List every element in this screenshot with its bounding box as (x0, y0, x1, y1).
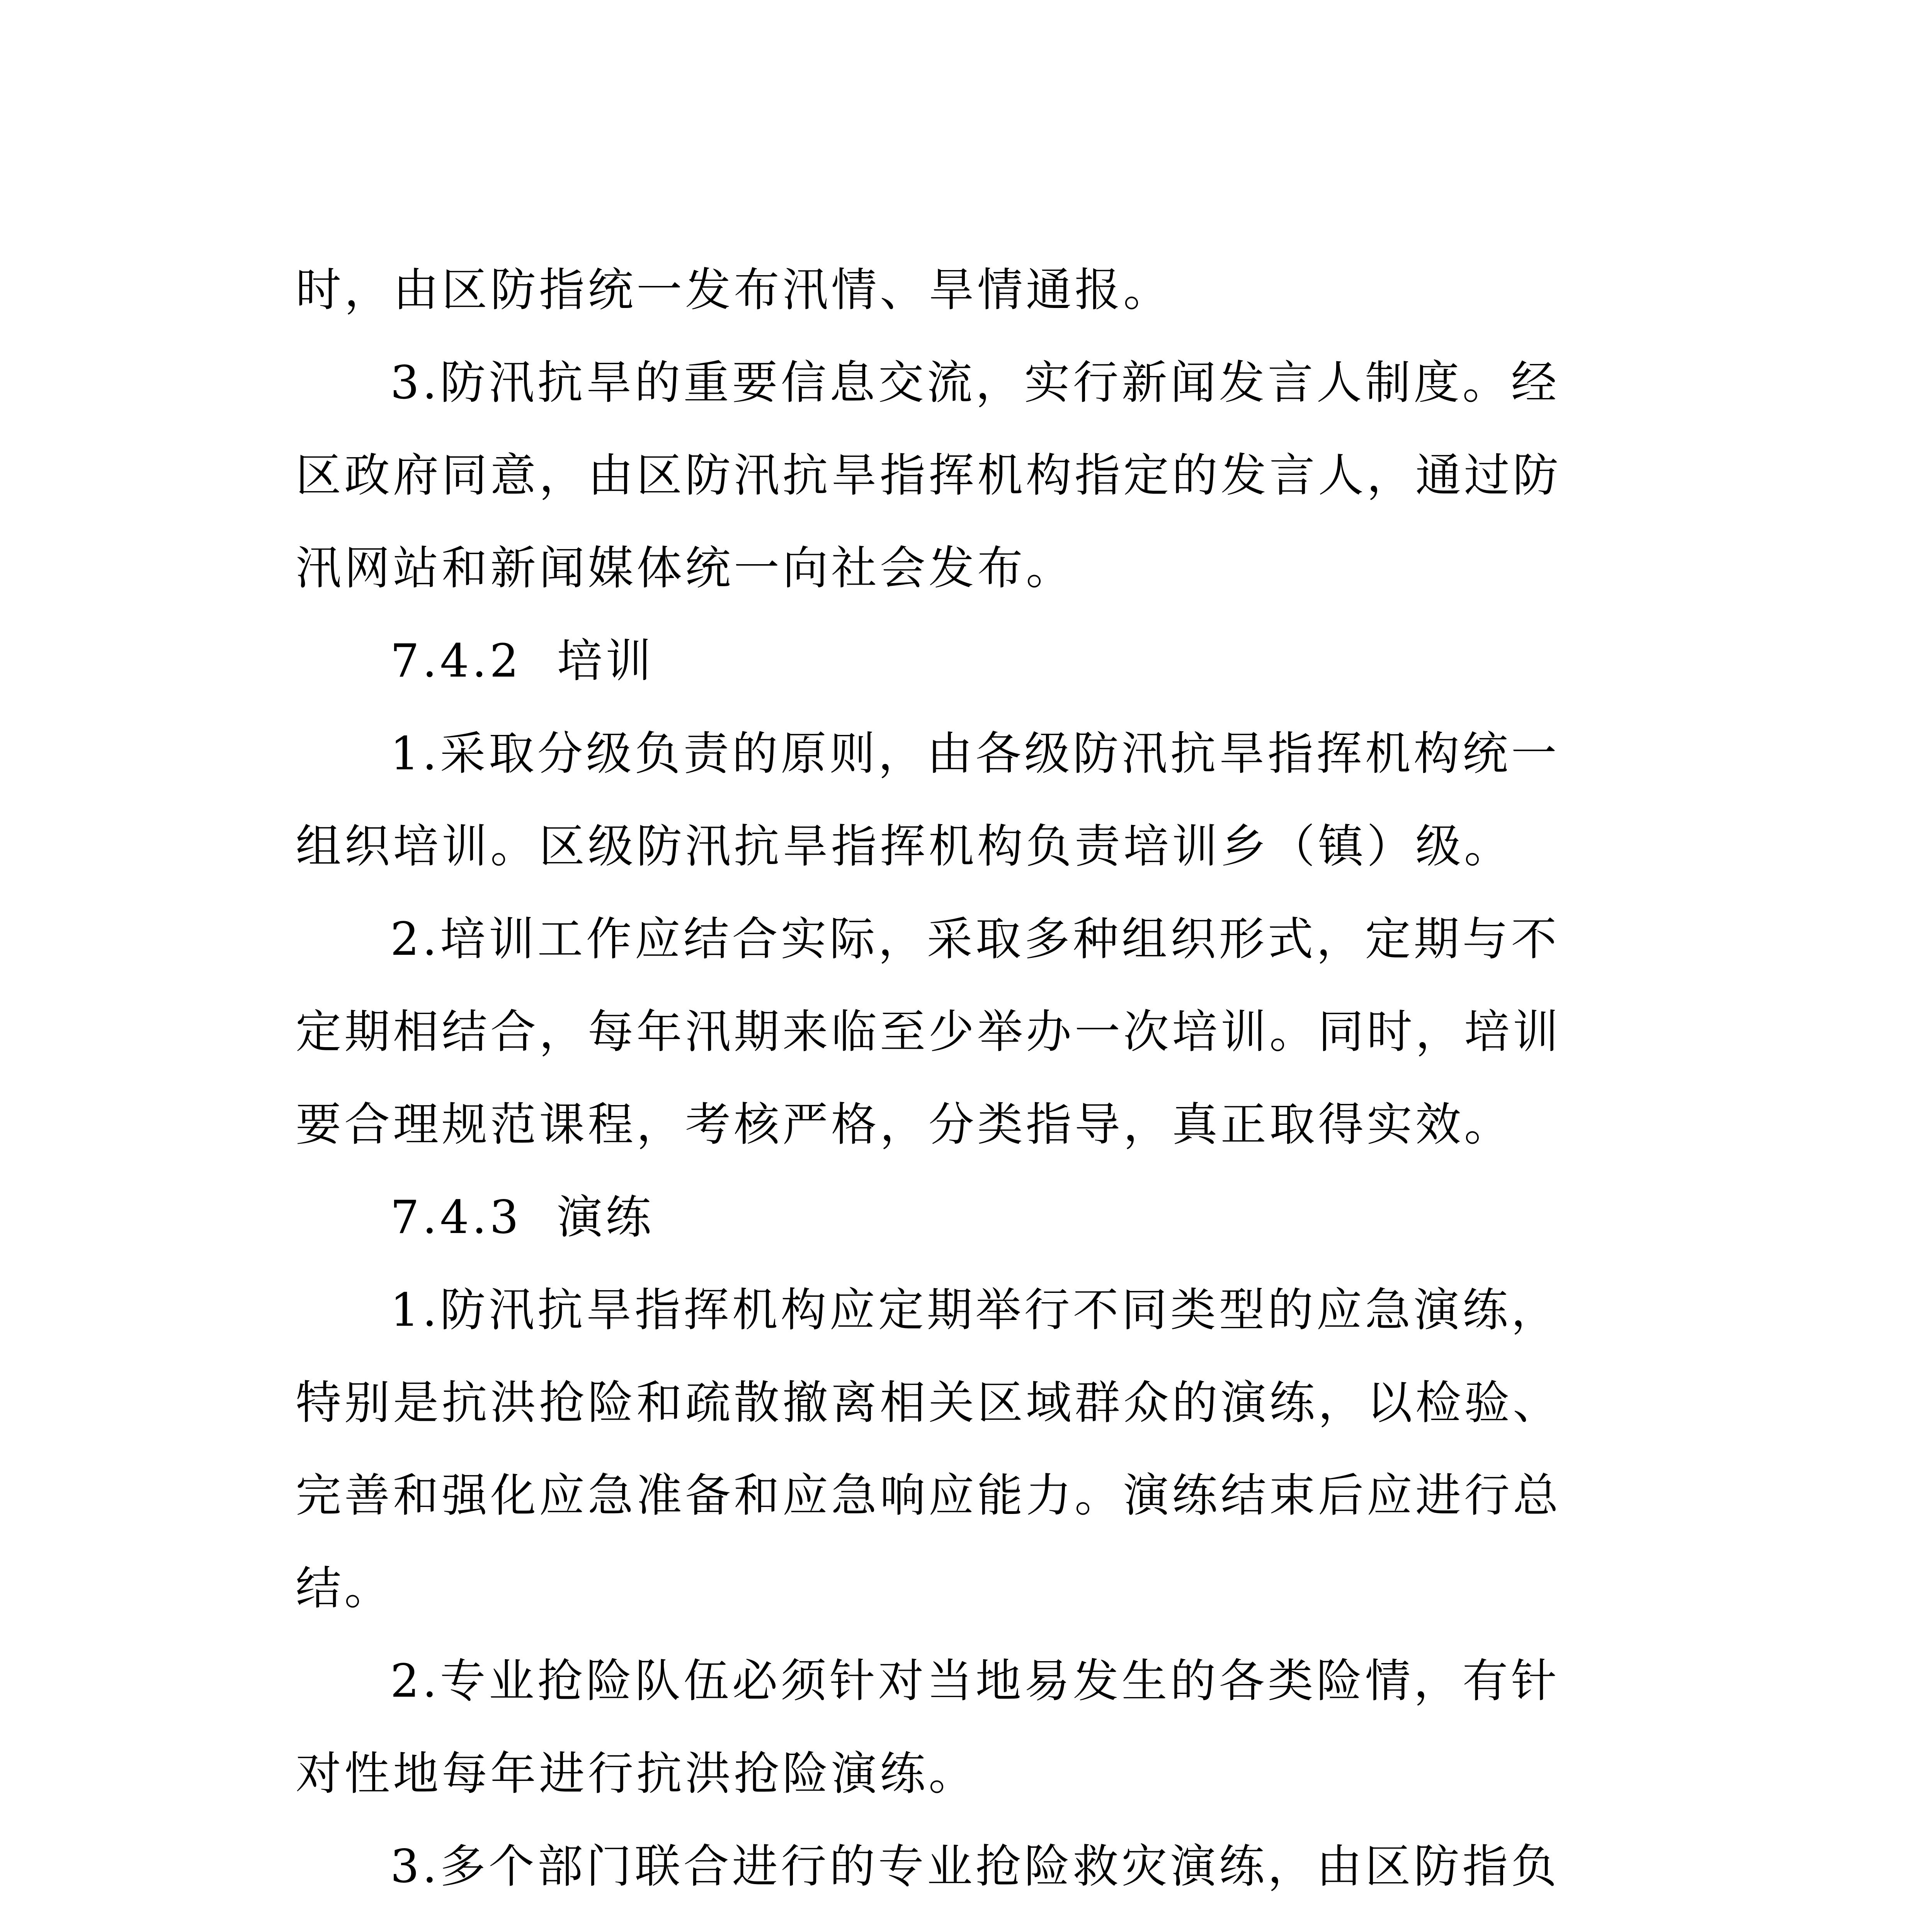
text-line: 区政府同意，由区防汛抗旱指挥机构指定的发言人，通过防 (296, 449, 1562, 502)
text-line: 2.专业抢险队伍必须针对当地易发生的各类险情，有针 (390, 1654, 1560, 1708)
text-line: 1.防汛抗旱指挥机构应定期举行不同类型的应急演练， (390, 1283, 1560, 1337)
text-line: 特别是抗洪抢险和疏散撤离相关区域群众的演练，以检验、 (296, 1376, 1562, 1429)
text-line: 3.防汛抗旱的重要信息交流，实行新闻发言人制度。经 (390, 356, 1560, 409)
text-line: 1.采取分级负责的原则，由各级防汛抗旱指挥机构统一 (390, 727, 1560, 780)
text-line: 组织培训。区级防汛抗旱指挥机构负责培训乡（镇）级。 (296, 820, 1513, 873)
text-line: 定期相结合，每年汛期来临至少举办一次培训。同时，培训 (296, 1005, 1562, 1058)
section-heading: 7.4.3 演练 (390, 1190, 655, 1244)
text-line: 2.培训工作应结合实际，采取多种组织形式，定期与不 (390, 912, 1560, 966)
text-line: 结。 (296, 1561, 393, 1615)
text-line: 汛网站和新闻媒体统一向社会发布。 (296, 541, 1075, 595)
text-line: 3.多个部门联合进行的专业抢险救灾演练，由区防指负 (390, 1840, 1560, 1893)
text-line: 对性地每年进行抗洪抢险演练。 (296, 1747, 978, 1800)
section-heading: 7.4.2 培训 (390, 634, 655, 687)
text-line: 要合理规范课程，考核严格，分类指导，真正取得实效。 (296, 1098, 1513, 1151)
text-line: 时，由区防指统一发布汛情、旱情通报。 (296, 263, 1172, 316)
text-line: 完善和强化应急准备和应急响应能力。演练结束后应进行总 (296, 1469, 1562, 1522)
